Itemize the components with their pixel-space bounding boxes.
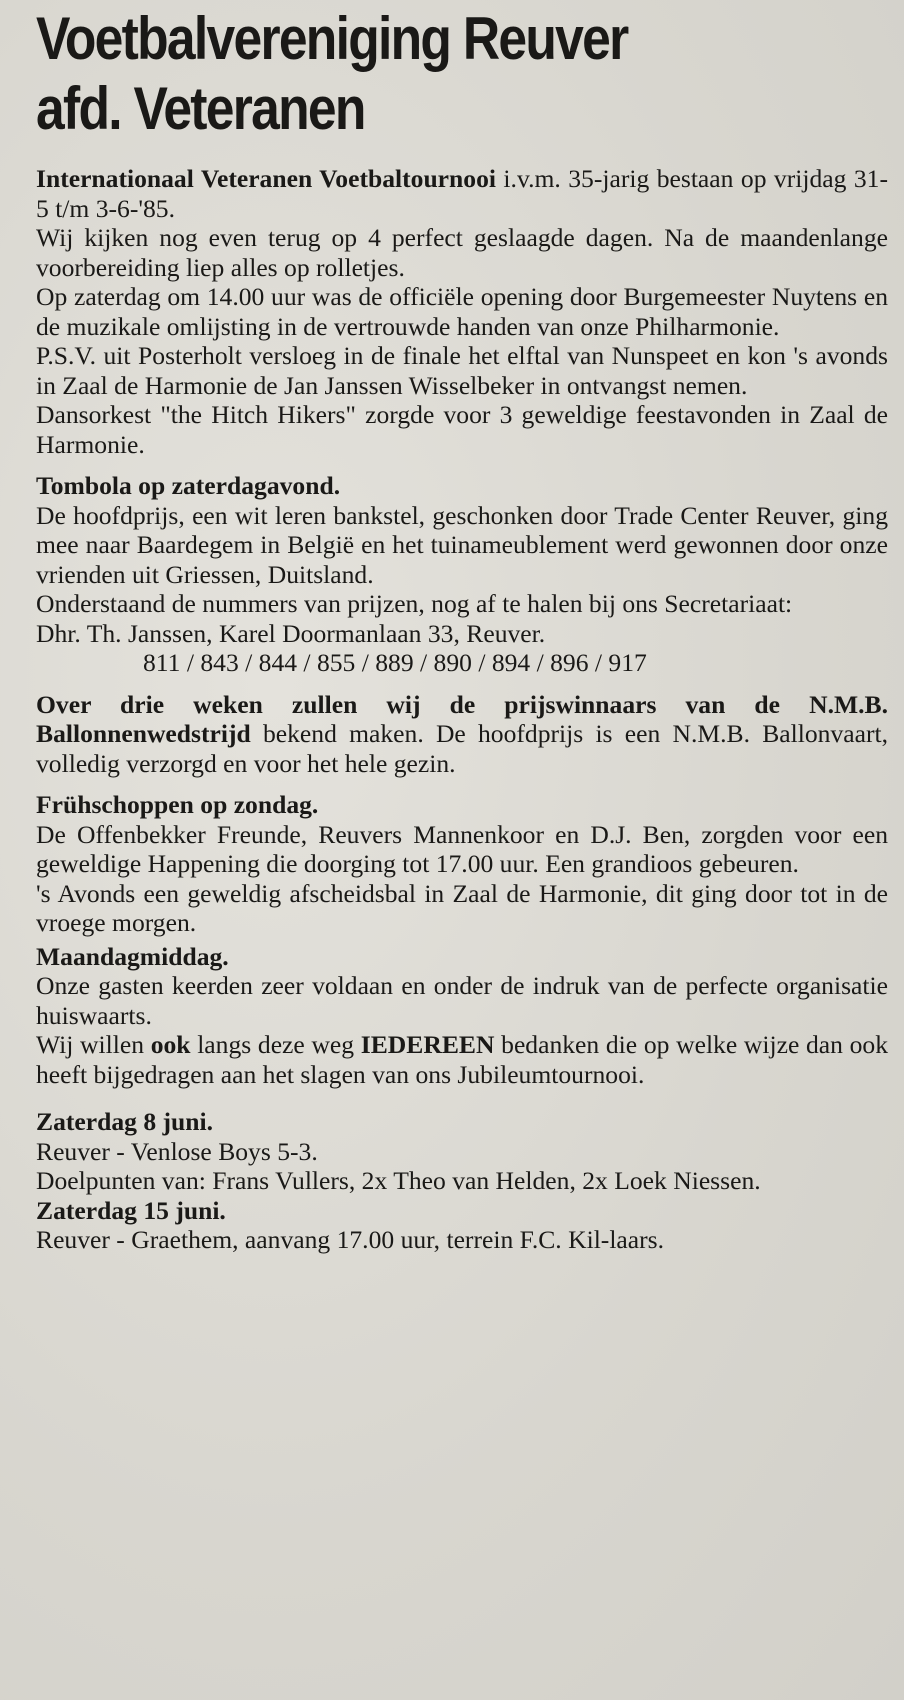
june8-goals: Doelpunten van: Frans Vullers, 2x Theo van Helden, 2x Loek Niessen. — [36, 1166, 761, 1195]
thanks-part-2: langs deze weg — [190, 1030, 361, 1059]
thanks-ook: ook — [150, 1030, 191, 1059]
paragraph-final: P.S.V. uit Posterholt versloeg in de finale het elftal van Nunspeet en kon 's avonds in Zaal de Harmonie de Jan Janssen Wisselbeker in ontvangst nemen. — [36, 341, 888, 400]
secretariat-address: Dhr. Th. Janssen, Karel Doormanlaan 33, Reuver. — [36, 618, 546, 648]
thanks-iedereen: IEDEREEN — [360, 1030, 495, 1059]
nmb-paragraph — [36, 690, 888, 779]
paragraph-opening: Op zaterdag om 14.00 uur was de officiële opening door Burgemeester Nuytens en de muzikale omlijsting in de vertrouwde handen van onze Philharmonie. — [36, 282, 888, 341]
thanks-part-1: Wij willen — [36, 1030, 151, 1059]
fruhschoppen-text: De Offenbekker Freunde, Reuvers Mannenkoor en D.J. Ben, zorgden voor een geweldige Happening die doorging tot 17.00 uur. Een grandioos gebeuren. — [36, 819, 888, 878]
nmb-bold: Over drie weken zullen wij de prijswinnaars van de N.M.B. Ballonnenwedstrijd — [36, 689, 888, 748]
tombola-text: De hoofdprijs, een wit leren bankstel, geschonken door Trade Center Reuver, ging mee naar Baardegem in België en het tuinameublement werd gewonnen door onze vrienden uit Griessen, Duitsland. — [36, 500, 888, 589]
fruhschoppen-heading: Frühschoppen op zondag. — [36, 790, 319, 819]
numbers-intro: Onderstaand de nummers van prijzen, nog af te halen bij ons Secretariaat: — [36, 589, 793, 618]
headline — [36, 4, 772, 144]
nmb-rest: bekend maken. De hoofdprijs is een N.M.B. Ballonvaart, volledig verzorgd en voor het hele gezin. — [36, 719, 888, 778]
article-body — [36, 164, 888, 1255]
tournament-name: Internationaal Veteranen Voetbaltournooi — [36, 164, 496, 193]
monday-heading: Maandagmiddag. — [36, 941, 229, 971]
paragraph-dance-orchestra: Dansorkest "the Hitch Hikers" zorgde voor 3 geweldige feestavonden in Zaal de Harmonie. — [36, 400, 888, 459]
monday-text: Onze gasten keerden zeer voldaan en onder de indruk van de perfecte organisatie huiswaarts. — [36, 971, 888, 1030]
headline-line-2: afd. Veteranen — [36, 75, 365, 142]
thanks-paragraph — [36, 1030, 888, 1089]
thanks-part-3: bedanken die op welke wijze dan ook heeft bijgedragen aan het slagen van ons Jubileumtournooi. — [36, 1030, 889, 1089]
june8-heading: Zaterdag 8 juni. — [36, 1107, 214, 1136]
intro-paragraph — [36, 164, 888, 223]
tombola-heading: Tombola op zaterdagavond. — [36, 471, 341, 500]
paragraph-look-back: Wij kijken nog even terug op 4 perfect geslaagde dagen. Na de maandenlange voorbereiding liep alles op rolletjes. — [36, 223, 888, 282]
headline-line-1: Voetbalvereniging Reuver — [36, 5, 628, 72]
june15-heading: Zaterdag 15 juni. — [36, 1195, 226, 1225]
prize-numbers: 811 / 843 / 844 / 855 / 889 / 890 / 894 / 896 / 917 — [143, 648, 647, 677]
farewell-ball-text: 's Avonds een geweldig afscheidsbal in Zaal de Harmonie, dit ging door tot in de vroege morgen. — [36, 878, 888, 937]
june8-match: Reuver - Venlose Boys 5-3. — [36, 1136, 318, 1166]
june15-match: Reuver - Graethem, aanvang 17.00 uur, terrein F.C. Kil-laars. — [36, 1225, 665, 1254]
intro-rest: i.v.m. 35-jarig bestaan op vrijdag 31-5 t/m 3-6-'85. — [36, 164, 888, 223]
